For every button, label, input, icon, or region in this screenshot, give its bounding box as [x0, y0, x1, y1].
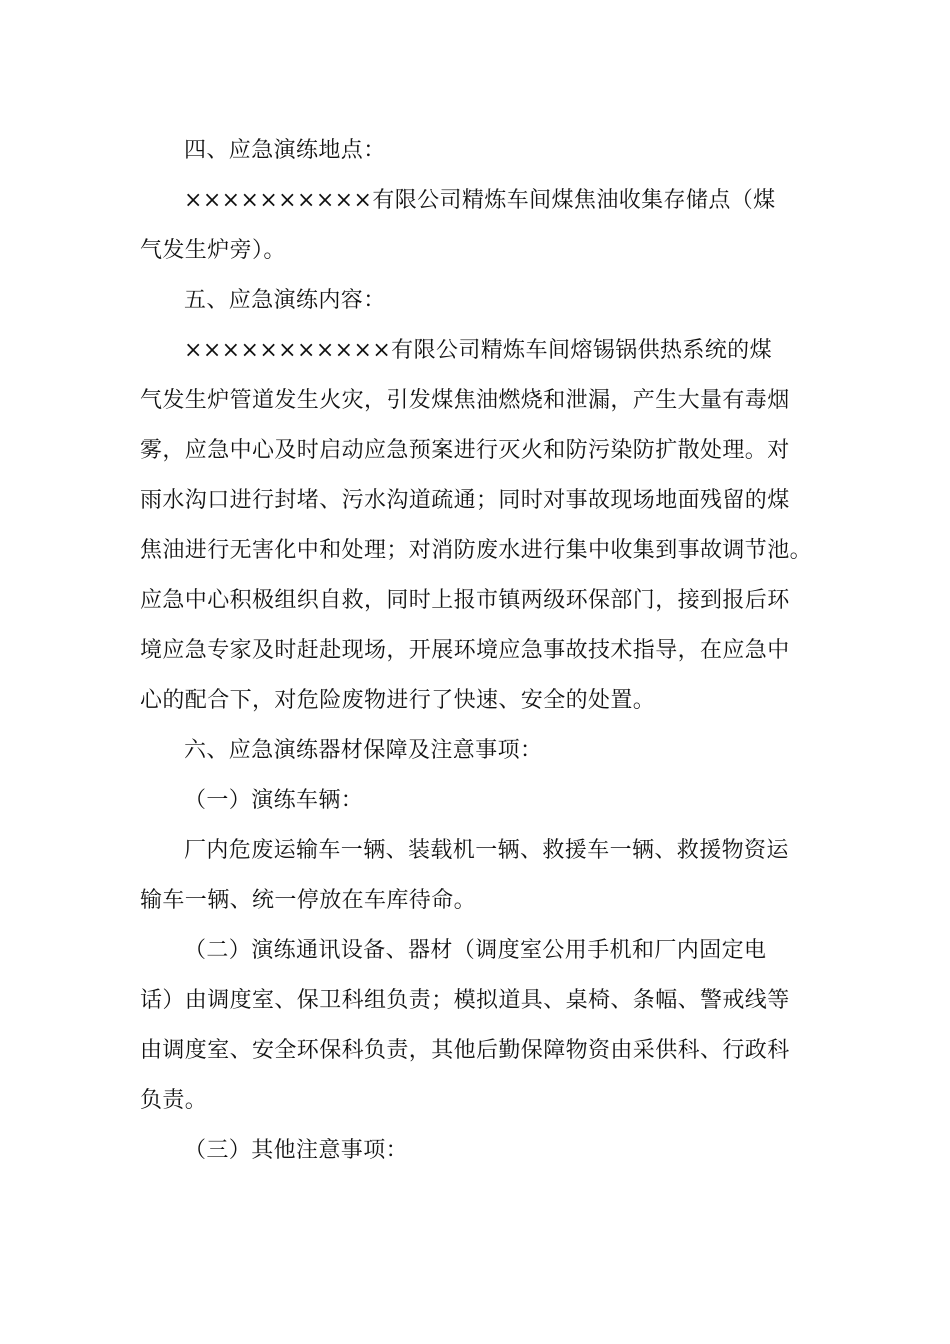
paragraph-line: 雨水沟口进行封堵、污水沟道疏通；同时对事故现场地面残留的煤: [140, 488, 790, 513]
paragraph-line: 心的配合下，对危险废物进行了快速、安全的处置。: [140, 688, 656, 713]
paragraph-line: 话）由调度室、保卫科组负责；模拟道具、桌椅、条幅、警戒线等: [140, 988, 790, 1013]
section-heading-6: 六、应急演练器材保障及注意事项：: [184, 738, 543, 763]
section-heading-5: 五、应急演练内容：: [184, 288, 386, 313]
paragraph-line: 气发生炉旁）。: [140, 238, 286, 263]
paragraph-line: 境应急专家及时赶赴现场，开展环境应急事故技术指导，在应急中: [140, 638, 790, 663]
paragraph-line: 气发生炉管道发生火灾，引发煤焦油燃烧和泄漏，产生大量有毒烟: [140, 388, 790, 413]
paragraph-line: ×××××××××××有限公司精炼车间熔锡锅供热系统的煤: [184, 338, 772, 363]
section-heading-4: 四、应急演练地点：: [184, 138, 386, 163]
subsection-heading-3: （三）其他注意事项：: [184, 1138, 409, 1163]
paragraph-line: 输车一辆、统一停放在车库待命。: [140, 888, 477, 913]
paragraph-line: 雾，应急中心及时启动应急预案进行灭火和防污染防扩散处理。对: [140, 438, 790, 463]
paragraph-line: 由调度室、安全环保科负责，其他后勤保障物资由采供科、行政科: [140, 1038, 790, 1063]
paragraph-line: 负责。: [140, 1088, 208, 1113]
subsection-heading-1: （一）演练车辆：: [184, 788, 364, 813]
paragraph-line: 焦油进行无害化中和处理；对消防废水进行集中收集到事故调节池。: [140, 538, 813, 563]
subsection-heading-2: （二）演练通讯设备、器材（调度室公用手机和厂内固定电: [184, 938, 767, 963]
paragraph-line: ××××××××××有限公司精炼车间煤焦油收集存储点（煤: [184, 188, 776, 213]
paragraph-line: 应急中心积极组织自救，同时上报市镇两级环保部门，接到报后环: [140, 588, 790, 613]
paragraph-line: 厂内危废运输车一辆、装载机一辆、救援车一辆、救援物资运: [184, 838, 789, 863]
